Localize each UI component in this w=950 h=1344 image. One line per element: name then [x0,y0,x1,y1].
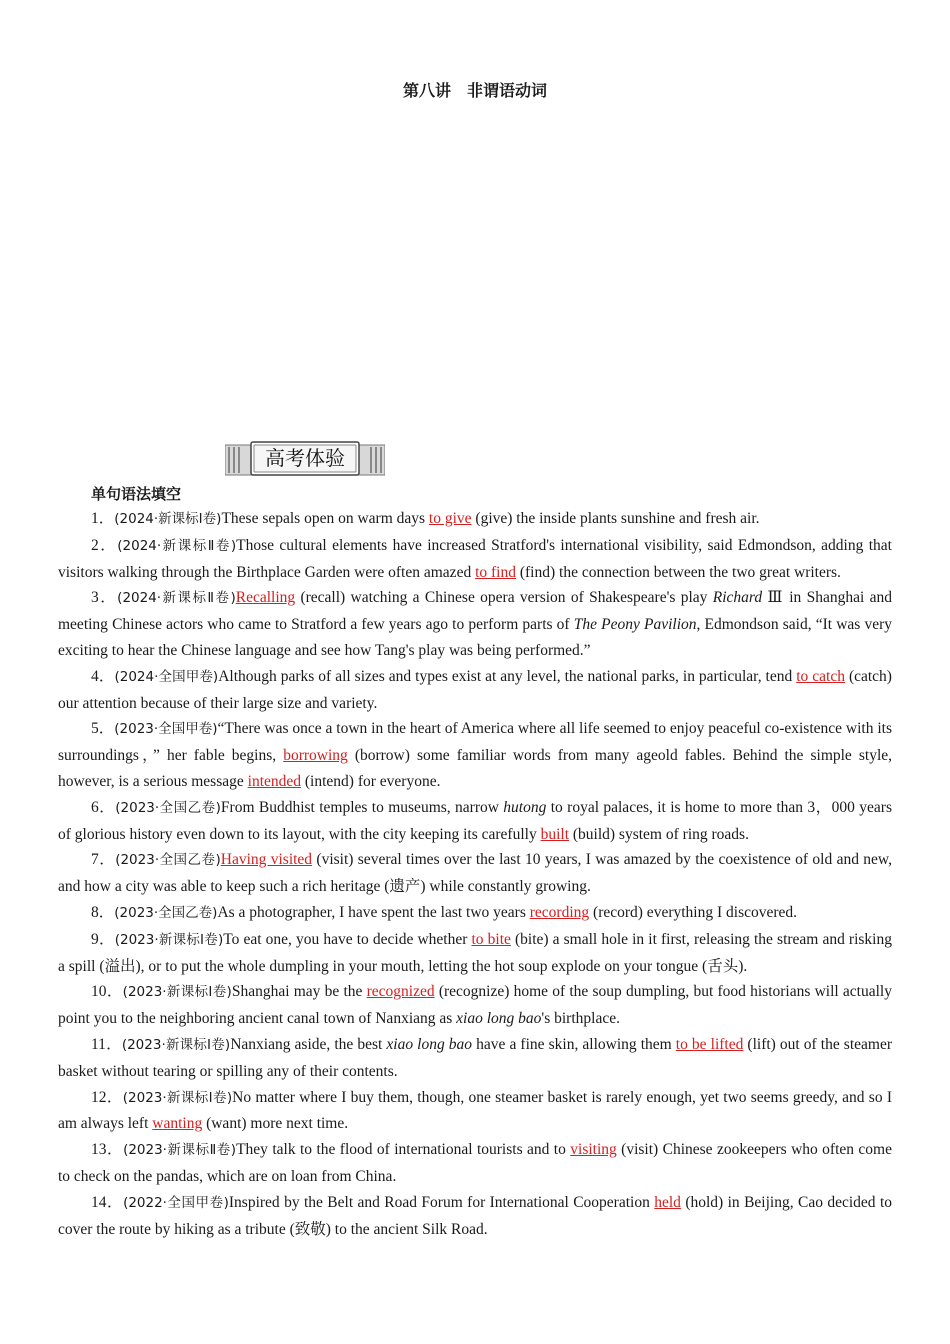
answer-text: Having visited [220,851,313,869]
question-text: As a photographer, I have spent the last two years [217,903,530,921]
question-number: 14． [91,1193,124,1211]
question-source: (2023·新课标Ⅰ卷) [122,984,232,1001]
question-item [58,506,892,533]
question-item [58,979,892,1032]
answer-text: to be lifted [675,1035,744,1053]
italic-term: xiao long bao [456,1010,542,1028]
question-number: 8． [91,903,115,921]
answer-text: to give [428,510,472,527]
question-text: No matter where I buy them, though, one steamer basket is rarely enough, yet two seems greedy, and so I am always left [58,1088,892,1133]
answer-text: to find [475,563,516,581]
question-text: Those cultural elements have increased Stratford's international visibility, said Edmondson, adding that visitors walking through the Birthplace Garden were often amazed [58,536,892,581]
question-text: “There was once a town in the heart of America where all life seemed to enjoy peaceful co-existence with its surroundings，” her fable begins, [58,720,892,765]
question-number: 10． [91,983,123,1001]
page-title: 第八讲 非谓语动词 [402,81,547,100]
question-number: 4． [91,667,115,685]
question-source: (2023·新课标Ⅱ卷) [123,1142,237,1159]
question-source: (2024·新课标Ⅰ卷) [114,511,222,527]
question-item [58,585,892,663]
question-source: (2023·全国乙卷) [114,904,218,921]
question-item [58,1032,892,1085]
question-text: (recognize) home of the soup dumpling, but food historians will actually point you to the neighboring ancient canal town of Nanxiang as [58,983,892,1028]
question-text: (visit) Chinese zookeepers who often come to check on the pandas, which are on loan from China. [58,1141,892,1185]
answer-text: recognized [366,983,435,1001]
question-number: 11． [91,1035,122,1053]
question-text: From Buddhist temples to museums, narrow [220,798,504,816]
question-text: To eat one, you have to decide whether [223,930,472,948]
question-item [58,1137,892,1190]
question-text: , Edmondson said, “It was very exciting to hear the Chinese language and see how Tang's play was being performed.” [58,616,892,659]
question-text: Ⅲ in Shanghai and meeting Chinese actors who came to Stratford a few years ago to perform parts of [58,589,892,634]
question-text: Nanxiang aside, the best [230,1035,387,1053]
question-text: (recall) watching a Chinese opera version of Shakespeare's play [295,589,713,607]
section-banner [225,441,385,479]
question-number: 12． [91,1088,123,1106]
question-text: (lift) out of the steamer basket without tearing or spilling any of their contents. [58,1035,892,1080]
question-text: Inspired by the Belt and Road Forum for International Cooperation [228,1193,655,1211]
question-text: These sepals open on warm days [221,510,429,527]
question-source: (2023·新课标Ⅰ卷) [122,1089,233,1106]
question-text: (want) more next time. [202,1115,349,1133]
question-text: Although parks of all sizes and types exist at any level, the national parks, in particular, tend [218,667,797,685]
question-list [58,506,892,1242]
question-source: (2024·新课标Ⅱ卷) [117,537,237,554]
answer-text: visiting [570,1141,617,1159]
question-text: (visit) several times over the last 10 years, I was amazed by the coexistence of old and new, and how a city was able to keep such a rich heritage (遗产) while constantly growing. [58,851,892,896]
question-number: 9． [91,930,115,948]
section-heading: 单句语法填空 [91,485,182,503]
question-text: (find) the connection between the two great writers. [515,563,841,581]
question-source: (2023·全国乙卷) [115,799,221,816]
question-text: (catch) our attention because of their large size and variety. [58,667,892,712]
answer-text: held [654,1193,681,1211]
question-text: (record) everything I discovered. [589,903,798,921]
question-source: (2023·全国甲卷) [114,721,218,738]
question-item [58,664,892,717]
question-source: (2022·全国甲卷) [123,1194,229,1211]
question-text: 's birthplace. [541,1010,620,1028]
question-number: 7． [91,851,116,869]
italic-term: hutong [503,798,547,816]
question-text: They talk to the flood of international tourists and to [236,1141,571,1159]
question-text: (build) system of ring roads. [569,825,749,843]
question-source: (2023·新课标Ⅰ卷) [114,931,224,948]
answer-text: to bite [471,930,511,948]
question-item [58,533,892,586]
question-source: (2024·全国甲卷) [114,668,219,685]
question-item [58,795,892,848]
question-text: (hold) in Beijing, Cao decided to cover the route by hiking as a tribute (致敬) to the ancient Silk Road. [58,1193,892,1238]
question-text: have a fine skin, allowing them [472,1035,676,1053]
question-item [58,1190,892,1243]
question-source: (2024·新课标Ⅱ卷) [117,590,236,607]
question-item [58,1085,892,1138]
italic-term: Richard [712,589,763,607]
question-item [58,927,892,980]
question-number: 6． [91,798,116,816]
question-number: 2． [91,536,118,554]
answer-text: Recalling [235,589,296,607]
answer-text: intended [247,772,302,790]
question-text: (intend) for everyone. [301,772,441,790]
question-source: (2023·全国乙卷) [115,852,221,869]
question-source: (2023·新课标Ⅰ卷) [121,1036,231,1053]
answer-text: recording [529,903,590,921]
question-item [58,716,892,794]
question-number: 5． [91,720,115,738]
italic-term: xiao long bao [386,1035,473,1053]
question-text: (bite) a small hole in it first, releasing the stream and risking a spill (溢出), or to put the whole dumpling in your mouth, letting the hot soup explode on your tongue (舌头). [58,930,892,975]
answer-text: built [540,825,569,843]
question-text: (give) the inside plants sunshine and fresh air. [471,510,760,527]
answer-text: borrowing [283,747,348,765]
question-number: 13． [91,1141,124,1159]
question-item [58,847,892,900]
question-number: 3． [91,589,118,607]
answer-text: wanting [152,1115,203,1133]
question-item [58,900,892,927]
question-text: (borrow) some familiar words from many ageold fables. Behind the simple style, however, is a serious message [58,747,893,790]
banner-label: 高考体验 [265,446,345,470]
question-text: Shanghai may be the [231,983,367,1001]
italic-term: The Peony Pavilion [573,616,697,634]
answer-text: to catch [796,667,845,685]
question-number: 1． [91,510,115,527]
question-text: to royal palaces, it is home to more than 3，000 years of glorious history even down to its layout, with the city keeping its carefully [58,798,892,843]
